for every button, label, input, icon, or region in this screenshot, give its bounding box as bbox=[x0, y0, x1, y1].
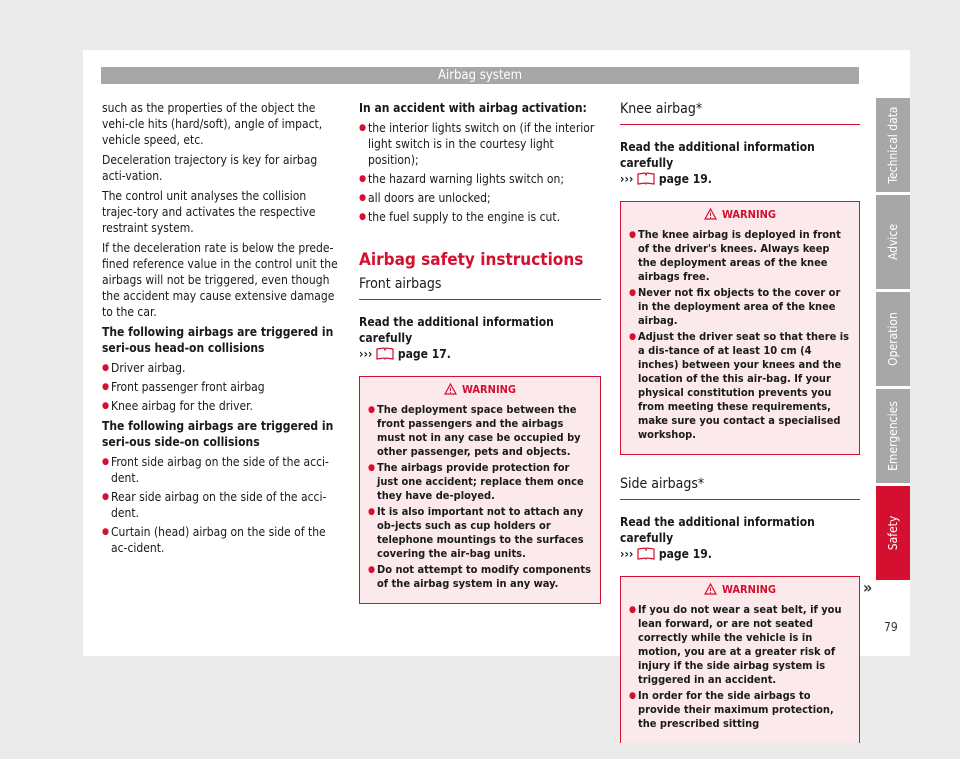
chapter-tabs bbox=[876, 98, 910, 583]
side-on-list bbox=[102, 454, 338, 556]
page-ref-link[interactable]: page 17 bbox=[397, 347, 447, 361]
column-3 bbox=[620, 100, 860, 759]
warning-item: ● Adjust the driver seat so that there is a dis-tance of at least 10 cm (4 inches) between your knees and the location of the this air-bag. If your physical constitution prevents you from meeting these requirements, make sure you contact a specialised workshop. bbox=[629, 330, 851, 442]
page-ref-link[interactable]: page 19 bbox=[658, 172, 708, 186]
tab-operation[interactable] bbox=[876, 292, 910, 386]
read-more-text: Read the additional information carefully bbox=[620, 140, 815, 170]
paragraph: If the deceleration rate is below the prede-fined reference value in the control unit the airbags will not be triggered, even though the accident may cause extensive damage to the car. bbox=[102, 241, 338, 319]
page-number: 79 bbox=[884, 620, 898, 634]
head-on-title: The following airbags are triggered in seri-ous head-on collisions bbox=[102, 325, 334, 355]
warning-label: WARNING bbox=[721, 583, 777, 596]
tab-label: Technical data bbox=[886, 106, 900, 184]
paragraph: such as the properties of the object the vehi-cle hits (hard/soft), angle of impact, vehicle speed, etc. bbox=[102, 101, 323, 147]
warning-triangle-icon bbox=[444, 383, 462, 396]
read-more: Read the additional information carefully ››› page 19. bbox=[620, 139, 860, 189]
head-on-list bbox=[102, 360, 338, 414]
arrow-marker: ››› bbox=[359, 347, 373, 361]
warning-label: WARNING bbox=[721, 208, 777, 221]
warning-item: ● Never not fix objects to the cover or in the deployment area of the knee airbag. bbox=[629, 286, 851, 328]
list-item: ● Curtain (head) airbag on the side of the ac-cident. bbox=[102, 524, 338, 556]
paragraph: Deceleration trajectory is key for airbag acti-vation. bbox=[102, 153, 318, 183]
warning-triangle-icon bbox=[704, 208, 722, 221]
read-more: Read the additional information carefully ››› page 19. bbox=[620, 514, 860, 564]
read-more-text: Read the additional information carefully bbox=[359, 315, 554, 345]
warning-header bbox=[629, 583, 851, 597]
tab-advice[interactable] bbox=[876, 195, 910, 289]
arrow-marker: ››› bbox=[620, 172, 634, 186]
read-more-text: Read the additional information carefully bbox=[620, 515, 815, 545]
list-item: ● Knee airbag for the driver. bbox=[102, 398, 338, 414]
activation-list bbox=[359, 120, 601, 225]
warning-item: ● The deployment space between the front passengers and the airbags must not in any case be occupied by other passenger, pets and objects. bbox=[368, 403, 592, 459]
warning-item: ● The airbags provide protection for just one accident; replace them once they have de-ployed. bbox=[368, 461, 592, 503]
warning-header bbox=[629, 208, 851, 222]
warning-box bbox=[359, 376, 601, 604]
warning-item: ● The knee airbag is deployed in front of the driver's knees. Always keep the deployment areas of the knee airbags free. bbox=[629, 228, 851, 284]
list-item: ● Rear side airbag on the side of the acci-dent. bbox=[102, 489, 338, 521]
activation-title: In an accident with airbag activation: bbox=[359, 101, 587, 115]
warning-list bbox=[629, 603, 851, 731]
warning-item: ● In order for the side airbags to provide their maximum protection, the prescribed sitting bbox=[629, 689, 851, 731]
paragraph: The control unit analyses the collision trajec-tory and activates the respective restraint system. bbox=[102, 189, 316, 235]
warning-item: ● It is also important not to attach any ob-jects such as cup holders or telephone mountings to the surfaces covering the air-bag units. bbox=[368, 505, 592, 561]
column-1 bbox=[102, 100, 338, 560]
section-title: Airbag safety instructions bbox=[359, 250, 584, 270]
continued-marker: » bbox=[863, 578, 873, 597]
page-ref-link[interactable]: page 19 bbox=[658, 547, 708, 561]
tab-emergencies[interactable] bbox=[876, 389, 910, 483]
read-more: Read the additional information carefully ››› page 17. bbox=[359, 314, 601, 364]
warning-item: ● If you do not wear a seat belt, if you lean forward, or are not seated correctly while the vehicle is in motion, you are at a greater risk of injury if the side airbag system is triggered in an accident. bbox=[629, 603, 851, 687]
warning-box bbox=[620, 201, 860, 455]
book-icon bbox=[637, 172, 655, 189]
tab-technical-data[interactable] bbox=[876, 98, 910, 192]
tab-label: Advice bbox=[886, 224, 900, 260]
list-item: ● all doors are unlocked; bbox=[359, 190, 601, 206]
warning-box bbox=[620, 576, 860, 743]
list-item: ● Driver airbag. bbox=[102, 360, 338, 376]
warning-triangle-icon bbox=[704, 583, 722, 596]
list-item: ● Front passenger front airbag bbox=[102, 379, 338, 395]
book-icon bbox=[376, 347, 394, 364]
warning-list bbox=[368, 403, 592, 591]
list-item: ● the hazard warning lights switch on; bbox=[359, 171, 601, 187]
page-header: Airbag system bbox=[101, 67, 859, 84]
tab-label: Operation bbox=[886, 312, 900, 366]
tab-label: Emergencies bbox=[886, 401, 900, 471]
list-item: ● the interior lights switch on (if the interior light switch is in the courtesy light position); bbox=[359, 120, 601, 168]
list-item: ● Front side airbag on the side of the acci-dent. bbox=[102, 454, 338, 486]
front-airbags-title: Front airbags bbox=[359, 275, 601, 300]
side-airbags-title: Side airbags* bbox=[620, 475, 860, 500]
side-on-title: The following airbags are triggered in seri-ous side-on collisions bbox=[102, 419, 334, 449]
warning-header bbox=[368, 383, 592, 397]
tab-safety[interactable] bbox=[876, 486, 910, 580]
tab-label: Safety bbox=[886, 515, 900, 551]
arrow-marker: ››› bbox=[620, 547, 634, 561]
warning-list bbox=[629, 228, 851, 442]
column-2 bbox=[359, 100, 601, 620]
knee-airbag-title: Knee airbag* bbox=[620, 100, 860, 125]
list-item: ● the fuel supply to the engine is cut. bbox=[359, 209, 601, 225]
book-icon bbox=[637, 547, 655, 564]
warning-item: ● Do not attempt to modify components of the airbag system in any way. bbox=[368, 563, 592, 591]
warning-label: WARNING bbox=[461, 383, 517, 396]
